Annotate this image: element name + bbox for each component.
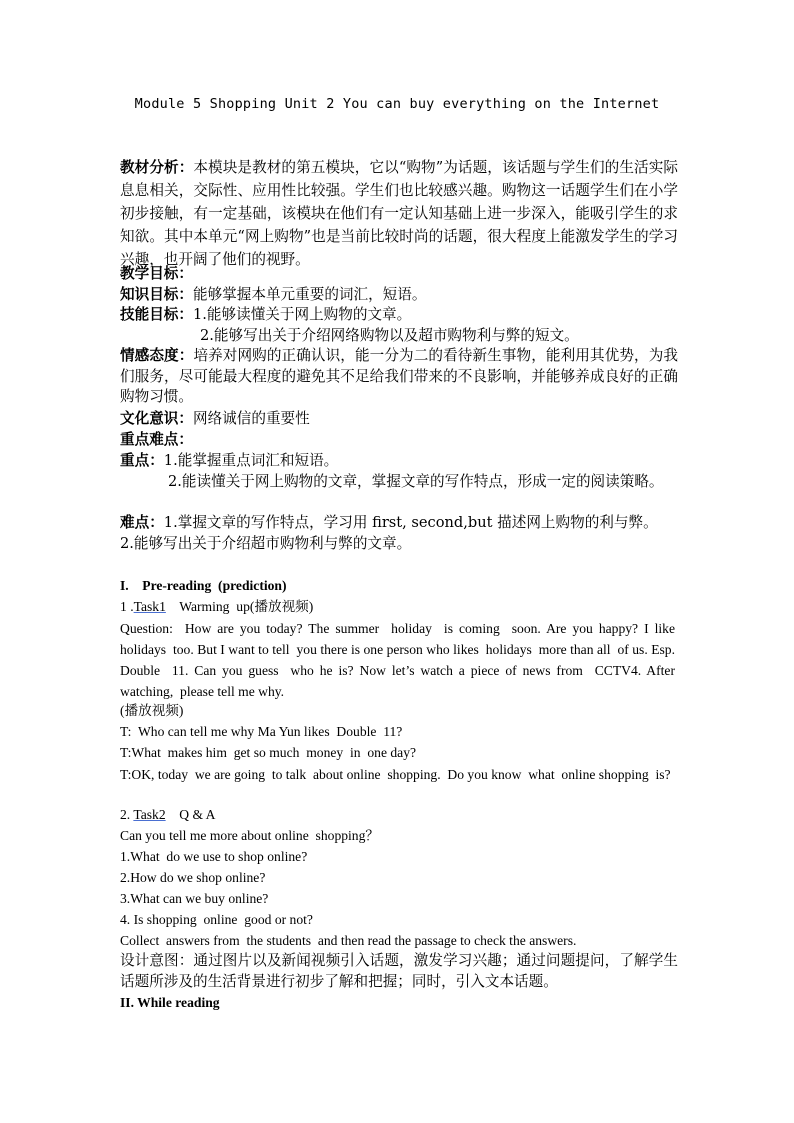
knowledge-text: 能够掌握本单元重要的词汇，短语。 <box>192 286 427 303</box>
key-points-heading: 重点难点： <box>120 431 193 448</box>
knowledge-goal <box>120 285 680 305</box>
focus-text-1: 1.能掌握重点词汇和短语。 <box>163 452 339 469</box>
skill-goal <box>120 305 680 325</box>
focus-text-2: 2.能读懂关于网上购物的文章，掌握文章的写作特点，形成一定的阅读策略。 <box>168 473 664 490</box>
teacher-line-3: T:OK, today we are going to talk about online shopping. Do you know what online shopping is? <box>120 767 671 782</box>
design-intent: 设计意图：通过图片以及新闻视频引入话题，激发学习兴趣；通过问题提问，了解学生话题所涉及的生活背景进行初步了解和把握；同时，引入文本话题。 <box>120 952 678 990</box>
collect-answers: Collect answers from the students and then read the passage to check the answers. <box>120 933 577 948</box>
teacher-line-2: T:What makes him get so much money in one day? <box>120 745 417 760</box>
goals-heading: 教学目标： <box>120 265 193 282</box>
question-4: 4. Is shopping online good or not? <box>120 912 313 927</box>
teacher-line-1: T: Who can tell me why Ma Yun likes Double 11? <box>120 724 403 739</box>
difficulty-text-2: 2.能够写出关于介绍超市购物利与弊的文章。 <box>120 535 412 552</box>
focus-label: 重点： <box>120 452 164 469</box>
document-title: Module 5 Shopping Unit 2 You can buy everything on the Internet <box>134 96 660 112</box>
difficulty-text-1: 1.掌握文章的写作特点，学习用 first, second,but 描述网上购物的利与弊。 <box>163 514 658 531</box>
question-3: 3.What can we buy online? <box>120 891 269 906</box>
culture-goal <box>120 409 680 429</box>
skill-text-1: 1.能够读懂关于网上购物的文章。 <box>192 306 412 323</box>
task2-line <box>120 805 216 825</box>
analysis-text: 本模块是教材的第五模块，它以“购物”为话题，该话题与学生们的生活实际息息相关，交际性、应用性比较强。学生们也比较感兴趣。购物这一话题学生们在小学初步接触，有一定基础，该模块在他们有一定认知基础上进一步深入，能吸引学生的求知欲。其中本单元“网上购物”也是当前比较时尚的话题，很大程度上能激发学生的学习兴趣，也开阔了他们的视野。 <box>120 159 678 268</box>
question-1: 1.What do we use to shop online? <box>120 849 308 864</box>
task1-link[interactable]: Task1 <box>133 599 166 614</box>
task1-line <box>120 597 313 617</box>
task2-title: Q & A <box>165 807 216 822</box>
task2-link[interactable]: Task2 <box>133 807 166 822</box>
focus-line-1 <box>120 451 680 471</box>
emotion-label: 情感态度： <box>120 347 194 364</box>
question-2: 2.How do we shop online? <box>120 870 266 885</box>
warming-question: Question: How are you today? The summer holiday is coming soon. Are you happy? I like holidays too. But I want to tell you there is one person who likes holidays more than all of us. Esp. Double 11. Can you guess who he is? Now let’s watch a piece of news from CCTV4. After watching, please tell me why. <box>120 621 679 699</box>
emotion-paragraph <box>120 346 678 408</box>
knowledge-label: 知识目标： <box>120 286 193 303</box>
emotion-text: 培养对网购的正确认识，能一分为二的看待新生事物，能利用其优势，为我们服务，尽可能最大程度的避免其不足给我们带来的不良影响，并能够养成良好的正确购物习惯。 <box>120 347 678 405</box>
skill-text-2: 2.能够写出关于介绍网络购物以及超市购物利与弊的短文。 <box>200 327 579 344</box>
task1-title: Warming up(播放视频) <box>165 599 314 614</box>
pre-reading-heading: I. Pre-reading (prediction) <box>120 578 287 593</box>
culture-label: 文化意识： <box>120 410 193 427</box>
analysis-paragraph <box>120 156 678 271</box>
difficulty-label: 难点： <box>120 514 164 531</box>
ask-line: Can you tell me more about online shopping？ <box>120 828 379 843</box>
analysis-label: 教材分析： <box>120 159 194 176</box>
difficulty-line-1 <box>120 513 680 533</box>
skill-label: 技能目标： <box>120 306 193 323</box>
task1-number: 1 . <box>120 599 134 614</box>
while-reading-heading: II. While reading <box>120 995 220 1010</box>
culture-text: 网络诚信的重要性 <box>192 410 310 427</box>
video-note: (播放视频) <box>120 703 184 718</box>
task2-number: 2. <box>120 807 134 822</box>
